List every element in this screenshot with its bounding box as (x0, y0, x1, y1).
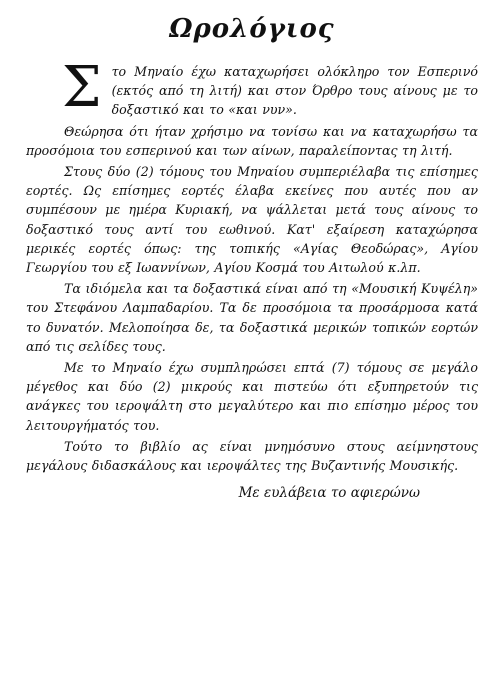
document-body (26, 55, 478, 475)
drop-cap: Σ (62, 55, 102, 120)
paragraph-6: Τούτο το βιβλίο ας είναι μνημόσυνο στους αείμνηστους μεγάλους διδασκάλους και ιεροψάλτες της Βυζαντινής Μουσικής. (26, 438, 478, 474)
paragraph-2: Θεώρησα ότι ήταν χρήσιμο να τονίσω και να καταχωρήσω τα προσόμοια του εσπερινού και των αίνων, παραλείποντας τη λιτή. (26, 123, 478, 158)
paragraph-3: Στους δύο (2) τόμους του Μηναίου συμπεριέλαβα τις επίσημες εορτές. Ως επίσημες εορτές έλαβα εκείνες που αυτές που αν συμπέσουν με ημέρα Κυριακή, να ψάλλεται μετά τους αίνους το δοξαστικό τους αντί του εωθινού. Κατ' εξαίρεση καταχώρησα μερικές εορτές όπως: της τοπικής «Αγίας Θεοδώρας», Αγίου Γεωργίου του εξ Ιωαννίνων, Αγίου Κοσμά του Αιτωλού κ.λπ. (26, 164, 478, 276)
paragraph-1 (26, 55, 478, 120)
page-title: Ωρολόγιος (169, 14, 335, 44)
paragraph-4: Τα ιδιόμελα και τα δοξαστικά είναι από τη «Μουσική Κυψέλη» του Στεφάνου Λαμπαδαρίου. Τα δε προσόμοια τα προσάρμοσα κατά το δυνατόν. Μελοποίησα δε, τα δοξαστικά μερικών τοπικών εορτών από τις σελίδες τους. (26, 281, 478, 354)
paragraph-1-text: το Μηναίο έχω καταχωρήσει ολόκληρο τον Εσπερινό (εκτός από τη λιτή) και στον Όρθρο τους αίνους με το δοξαστικό και το «και νυν». (111, 64, 478, 118)
paragraph-5: Με το Μηναίο έχω συμπληρώσει επτά (7) τόμους σε μεγάλο μέγεθος και δύο (2) μικρούς και πιστεύω ότι εξυπηρετούν τις ανάγκες του ιεροψάλτη στο μεγαλύτερο και πιο επίσημο μέρος του λειτουργήματός του. (26, 360, 478, 433)
closing-line: Με ευλάβεια το αφιερώνω (238, 485, 420, 502)
